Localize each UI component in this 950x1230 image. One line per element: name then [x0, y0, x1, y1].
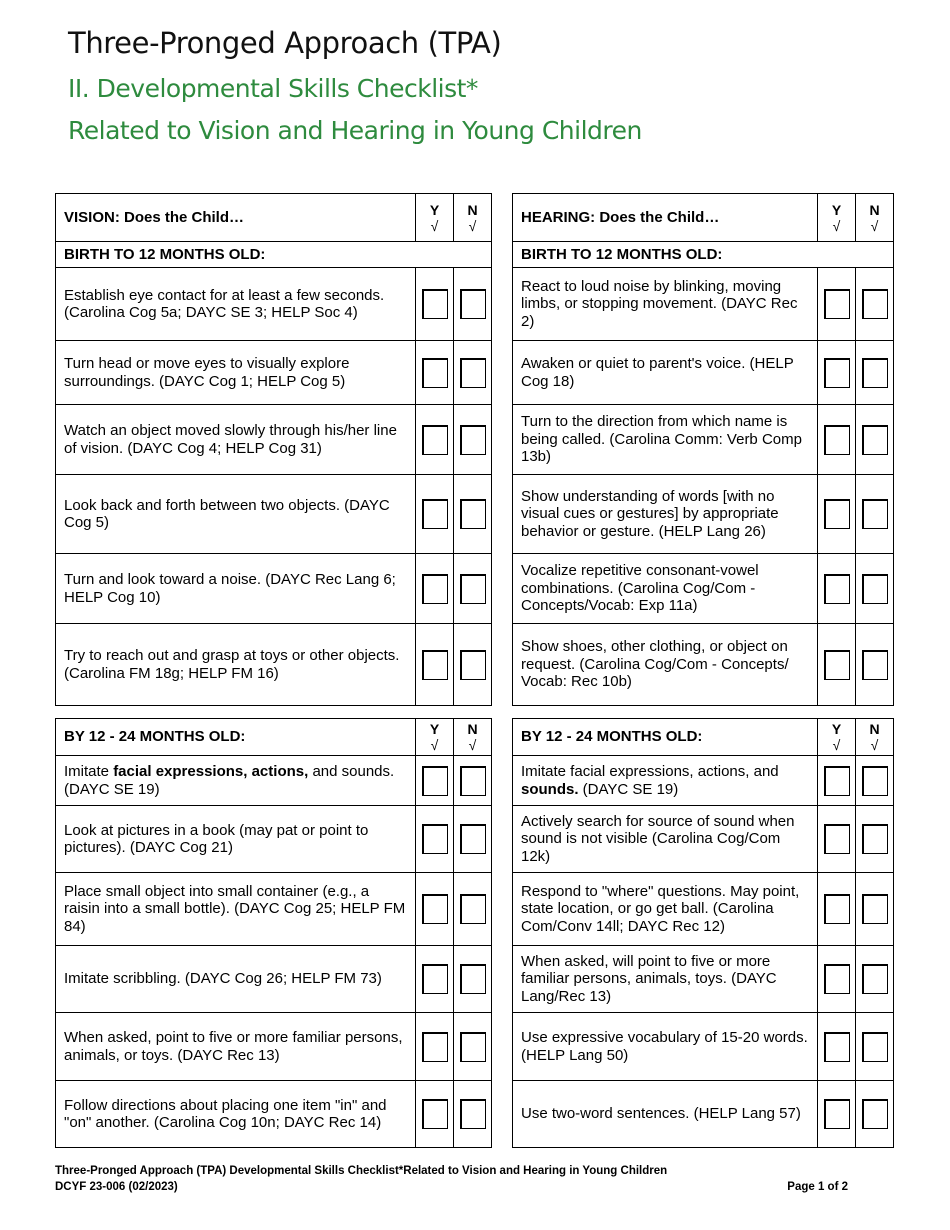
item-text: Actively search for source of sound when sound is not visible (Carolina Cog/Com 12k) [521, 812, 795, 865]
yes-checkbox[interactable] [824, 499, 850, 529]
checklist-row [56, 475, 491, 554]
hearing-heading: HEARING: Does the Child… [521, 208, 720, 226]
checklist-row [513, 268, 893, 341]
yes-checkbox[interactable] [824, 289, 850, 319]
yes-label: Y [429, 201, 440, 218]
hearing-toddler-table [512, 718, 894, 1148]
page-subtitle-line1: II. Developmental Skills Checklist* [68, 74, 478, 103]
no-column-header [855, 719, 893, 755]
checklist-row [513, 341, 893, 405]
no-label: N [467, 201, 478, 218]
no-checkbox[interactable] [460, 894, 486, 924]
no-checkbox[interactable] [460, 766, 486, 796]
hearing-header-row [513, 194, 893, 242]
checklist-row [513, 806, 893, 873]
vision-birth-table [55, 193, 492, 706]
yes-checkbox[interactable] [422, 499, 448, 529]
no-checkbox[interactable] [862, 650, 888, 680]
item-text-part: and sounds. (DAYC SE 19) [64, 763, 395, 798]
checklist-row [56, 946, 491, 1013]
yes-checkbox[interactable] [824, 1032, 850, 1062]
checklist-row [56, 554, 491, 624]
checkmark-icon: √ [468, 737, 477, 753]
checklist-row [513, 554, 893, 624]
no-checkbox[interactable] [862, 964, 888, 994]
yes-checkbox[interactable] [824, 574, 850, 604]
item-text [56, 756, 415, 805]
page-number: Page 1 of 2 [787, 1181, 848, 1193]
yes-checkbox[interactable] [422, 1032, 448, 1062]
yes-label: Y [831, 201, 842, 218]
yes-label: Y [429, 721, 440, 737]
yes-checkbox[interactable] [422, 766, 448, 796]
yes-checkbox[interactable] [824, 1099, 850, 1129]
item-text: Establish eye contact for at least a few seconds. (Carolina Cog 5a; DAYC SE 3; HELP Soc 4) [64, 286, 385, 321]
item-text: Turn and look toward a noise. (DAYC Rec Lang 6; HELP Cog 10) [64, 571, 396, 606]
yes-column-header [817, 719, 855, 755]
item-text: When asked, point to five or more familiar persons, animals, or toys. (DAYC Rec 13) [64, 1029, 403, 1064]
vision-birth-subheading-row [56, 242, 491, 268]
no-checkbox[interactable] [460, 650, 486, 680]
checklist-row [513, 1081, 893, 1147]
item-text: Try to reach out and grasp at toys or other objects. (Carolina FM 18g; HELP FM 16) [64, 647, 400, 682]
checklist-row [513, 946, 893, 1013]
hearing-toddler-heading: BY 12 - 24 MONTHS OLD: [521, 728, 703, 746]
yes-checkbox[interactable] [422, 964, 448, 994]
item-text: Follow directions about placing one item "in" and "on" another. (Carolina Cog 10n; DAYC Rec 14) [64, 1096, 387, 1131]
checklist-row [513, 1013, 893, 1081]
item-text-emphasis: sounds. [521, 780, 579, 798]
item-text: Show shoes, other clothing, or object on request. (Carolina Cog/Com - Concepts/ Vocab: Rec 10b) [521, 638, 789, 691]
item-text: Use expressive vocabulary of 15-20 words. (HELP Lang 50) [521, 1029, 808, 1064]
yes-checkbox[interactable] [824, 964, 850, 994]
yes-checkbox[interactable] [422, 289, 448, 319]
item-text: Watch an object moved slowly through his/her line of vision. (DAYC Cog 4; HELP Cog 31) [64, 422, 397, 457]
checklist-row [56, 624, 491, 705]
no-checkbox[interactable] [862, 574, 888, 604]
yes-checkbox[interactable] [824, 824, 850, 854]
no-checkbox[interactable] [862, 499, 888, 529]
checkmark-icon: √ [832, 217, 841, 234]
no-label: N [869, 201, 880, 218]
no-checkbox[interactable] [862, 1099, 888, 1129]
no-checkbox[interactable] [460, 499, 486, 529]
page-title: Three-Pronged Approach (TPA) [68, 26, 502, 60]
no-column-header [453, 719, 491, 755]
vision-heading: VISION: Does the Child… [64, 208, 245, 226]
checklist-row [56, 341, 491, 405]
hearing-toddler-header-row [513, 719, 893, 756]
item-text: Look back and forth between two objects. (DAYC Cog 5) [64, 496, 390, 531]
vision-toddler-header-row [56, 719, 491, 756]
no-checkbox[interactable] [862, 894, 888, 924]
item-text: Use two-word sentences. (HELP Lang 57) [521, 1105, 801, 1123]
checklist-row [56, 806, 491, 873]
yes-checkbox[interactable] [422, 358, 448, 388]
hearing-birth-subheading-row [513, 242, 893, 268]
checklist-row [513, 873, 893, 946]
checklist-row [56, 1013, 491, 1081]
yes-checkbox[interactable] [422, 824, 448, 854]
item-text: When asked, will point to five or more familiar persons, animals, toys. (DAYC Lang/Rec 13) [521, 952, 777, 1005]
item-text: Show understanding of words [with no visual cues or gestures] by appropriate behavior or gesture. (HELP Lang 26) [521, 487, 779, 540]
yes-checkbox[interactable] [824, 425, 850, 455]
item-text-part: Imitate [64, 763, 114, 780]
no-checkbox[interactable] [862, 425, 888, 455]
yes-checkbox[interactable] [824, 650, 850, 680]
vision-header-row [56, 194, 491, 242]
checkmark-icon: √ [430, 217, 439, 234]
yes-checkbox[interactable] [824, 358, 850, 388]
yes-checkbox[interactable] [422, 574, 448, 604]
item-text: Look at pictures in a book (may pat or point to pictures). (DAYC Cog 21) [64, 821, 369, 856]
item-text: Imitate scribbling. (DAYC Cog 26; HELP FM 73) [64, 970, 382, 988]
checklist-row [513, 624, 893, 705]
item-text: Respond to "where" questions. May point, state location, or go get ball. (Carolina Com/Conv 14ll; DAYC Rec 12) [521, 882, 800, 935]
no-column-header [855, 194, 893, 241]
no-checkbox[interactable] [862, 1032, 888, 1062]
checkmark-icon: √ [870, 737, 879, 753]
hearing-birth-table [512, 193, 894, 706]
hearing-birth-heading: BIRTH TO 12 MONTHS OLD: [521, 245, 723, 263]
no-checkbox[interactable] [862, 358, 888, 388]
checklist-row [56, 268, 491, 341]
checkmark-icon: √ [468, 217, 477, 234]
no-checkbox[interactable] [460, 289, 486, 319]
no-label: N [467, 721, 478, 737]
checkmark-icon: √ [832, 737, 841, 753]
checkmark-icon: √ [430, 737, 439, 753]
no-label: N [869, 721, 880, 737]
no-checkbox[interactable] [460, 358, 486, 388]
no-checkbox[interactable] [862, 766, 888, 796]
yes-checkbox[interactable] [422, 425, 448, 455]
vision-toddler-heading: BY 12 - 24 MONTHS OLD: [64, 728, 246, 746]
item-text-emphasis: facial expressions, actions, [113, 763, 309, 780]
footer-title: Three-Pronged Approach (TPA) Developmental Skills Checklist*Related to Vision and Hearing in Young Children [55, 1165, 668, 1177]
item-text-part: (DAYC SE 19) [578, 780, 679, 798]
item-text: Place small object into small container (e.g., a raisin into a small bottle). (DAYC Cog 25; HELP FM 84) [64, 882, 406, 935]
vision-toddler-table [55, 718, 492, 1148]
yes-column-header [415, 719, 453, 755]
checkmark-icon: √ [870, 217, 879, 234]
item-text: React to loud noise by blinking, moving limbs, or stopping movement. (DAYC Rec 2) [521, 277, 798, 330]
vision-birth-heading: BIRTH TO 12 MONTHS OLD: [64, 245, 266, 263]
yes-column-header [415, 194, 453, 241]
yes-checkbox[interactable] [422, 650, 448, 680]
checklist-row [56, 405, 491, 475]
checklist-row [513, 405, 893, 475]
item-text: Awaken or quiet to parent's voice. (HELP Cog 18) [521, 355, 794, 390]
yes-column-header [817, 194, 855, 241]
item-text [513, 756, 817, 805]
no-checkbox[interactable] [460, 964, 486, 994]
item-text: Vocalize repetitive consonant-vowel combinations. (Carolina Cog/Com - Concepts/Vocab: Exp 11a) [521, 562, 759, 615]
item-text: Turn to the direction from which name is being called. (Carolina Comm: Verb Comp 13b) [521, 413, 802, 466]
checklist-row [56, 873, 491, 946]
no-column-header [453, 194, 491, 241]
yes-checkbox[interactable] [824, 894, 850, 924]
no-checkbox[interactable] [460, 1032, 486, 1062]
checklist-row [513, 475, 893, 554]
yes-checkbox[interactable] [422, 1099, 448, 1129]
no-checkbox[interactable] [862, 824, 888, 854]
no-checkbox[interactable] [460, 574, 486, 604]
checklist-row [56, 1081, 491, 1147]
form-id: DCYF 23-006 (02/2023) [55, 1181, 178, 1193]
yes-checkbox[interactable] [422, 894, 448, 924]
item-text: Turn head or move eyes to visually explore surroundings. (DAYC Cog 1; HELP Cog 5) [64, 355, 350, 390]
no-checkbox[interactable] [460, 1099, 486, 1129]
checklist-row [56, 756, 491, 806]
no-checkbox[interactable] [460, 824, 486, 854]
yes-label: Y [831, 721, 842, 737]
page-subtitle-line2: Related to Vision and Hearing in Young Children [68, 116, 642, 145]
no-checkbox[interactable] [460, 425, 486, 455]
item-text-part: Imitate facial expressions, actions, and [521, 763, 779, 780]
yes-checkbox[interactable] [824, 766, 850, 796]
no-checkbox[interactable] [862, 289, 888, 319]
checklist-row [513, 756, 893, 806]
page-footer [55, 1163, 848, 1195]
